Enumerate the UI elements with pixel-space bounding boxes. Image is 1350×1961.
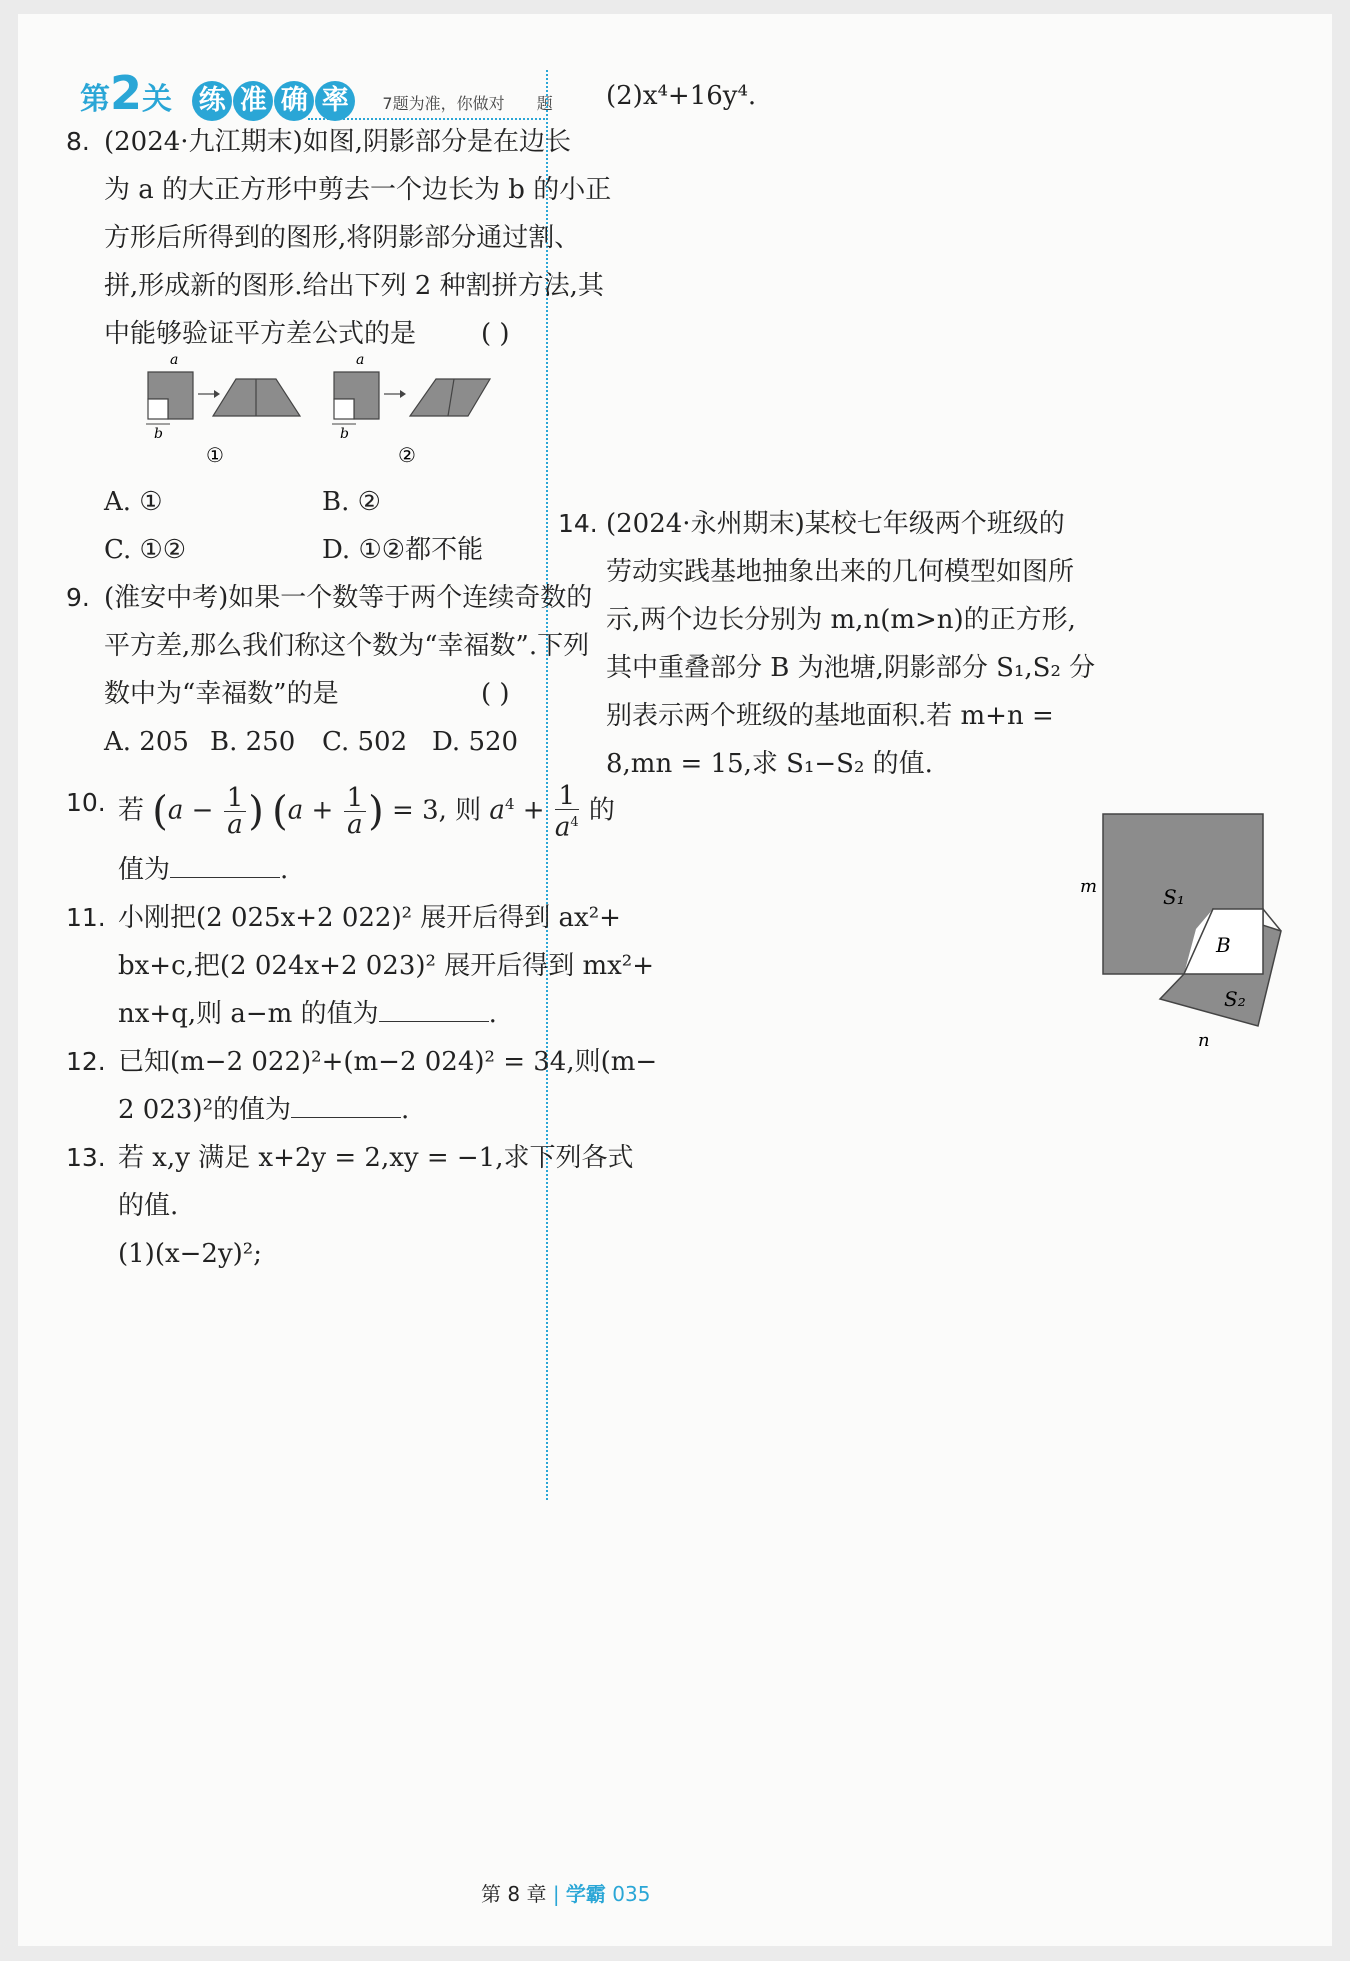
q11-line-1: 小刚把(2 025x+2 022)² 展开后得到 ax²+ — [118, 903, 621, 933]
q14-line-5: 别表示两个班级的基地面积.若 m+n = — [606, 701, 1054, 731]
q10-exp: 4 — [504, 795, 515, 813]
footer-chapter: 第 8 章 — [481, 1882, 547, 1906]
q9-option-a[interactable]: A. 205 — [104, 727, 189, 757]
q12-line-1: 已知(m−2 022)²+(m−2 024)² = 34,则(m− — [118, 1047, 658, 1077]
header-note: 7题为准，你做对 — [382, 94, 505, 113]
q10-paren-close-1: ) — [248, 788, 264, 835]
fig2-label-b: b — [340, 426, 349, 442]
q14-label-b: B — [1216, 933, 1231, 957]
q10-minus: − — [191, 795, 214, 826]
q10-number: 10. — [66, 788, 106, 817]
q9-option-d[interactable]: D. 520 — [432, 727, 519, 757]
q10-paren-open-2: ( — [272, 788, 288, 835]
q10-suffix: 的 — [588, 795, 615, 826]
q13-line-1: 若 x,y 满足 x+2y = 2,xy = −1,求下列各式 — [118, 1143, 634, 1173]
q11-line-2: bx+c,把(2 024x+2 023)² 展开后得到 mx²+ — [118, 951, 654, 981]
q14-line-3: 示,两个边长分别为 m,n(m>n)的正方形, — [606, 605, 1076, 635]
q11-answer-blank[interactable] — [379, 999, 489, 1022]
q8-option-b[interactable]: B. ② — [322, 487, 381, 517]
header-pill-1: 练 — [192, 81, 232, 121]
q8-line-1: (2024·九江期末)如图,阴影部分是在边长 — [104, 127, 571, 157]
q10-answer-blank[interactable] — [170, 855, 280, 878]
q12-line-2: 2 023)²的值为 . — [118, 1095, 410, 1125]
q10-line-2-text: 值为 — [118, 855, 171, 885]
q14-label-s1: S₁ — [1163, 885, 1185, 909]
q14-line-6: 8,mn = 15,求 S₁−S₂ 的值. — [606, 749, 933, 779]
q10-prefix: 若 — [118, 795, 145, 826]
fig1-caption: ① — [206, 443, 224, 467]
q14-label-n: n — [1198, 1030, 1210, 1051]
header-guan: 关 — [142, 82, 173, 117]
header-pill-3: 确 — [274, 81, 314, 121]
q14-number: 14. — [558, 509, 598, 538]
q14-line-2: 劳动实践基地抽象出来的几何模型如图所 — [606, 557, 1075, 587]
q10-frac-2: $\frac{1}{a}$ — [344, 785, 367, 838]
q10-paren-open-1: ( — [152, 788, 168, 835]
q14-line-1: (2024·永州期末)某校七年级两个班级的 — [606, 509, 1065, 539]
q8-line-5: 中能够验证平方差公式的是 — [104, 319, 417, 349]
q12-answer-blank[interactable] — [291, 1095, 401, 1118]
page — [18, 14, 1332, 1946]
q10-end: . — [280, 855, 289, 885]
q8-option-a[interactable]: A. ① — [104, 487, 163, 517]
q8-number: 8. — [66, 127, 90, 156]
fig1-label-b: b — [154, 426, 163, 442]
q8-line-2: 为 a 的大正方形中剪去一个边长为 b 的小正 — [104, 175, 612, 205]
q14-label-s2: S₂ — [1224, 987, 1246, 1011]
q9-line-3: 数中为“幸福数”的是 — [104, 679, 339, 709]
footer-brand: 学霸 — [565, 1882, 606, 1906]
q13-number: 13. — [66, 1143, 106, 1172]
q9-line-2: 平方差,那么我们称这个数为“幸福数”.下列 — [104, 631, 590, 661]
q9-option-c[interactable]: C. 502 — [322, 727, 408, 757]
q8-figures — [118, 354, 538, 469]
q12-number: 12. — [66, 1047, 106, 1076]
q10-a-2: a — [287, 795, 304, 826]
header-num: 2 — [110, 66, 143, 120]
fig2-cut-square — [334, 399, 354, 419]
q8-answer-paren[interactable]: ( ) — [481, 319, 510, 349]
q9-answer-paren[interactable]: ( ) — [481, 679, 510, 709]
fig2-arrow-head — [400, 390, 406, 398]
q10-eq: = 3, 则 — [392, 795, 482, 826]
q11-number: 11. — [66, 903, 106, 932]
header-di: 第 — [80, 82, 110, 117]
q9-option-b[interactable]: B. 250 — [210, 727, 296, 757]
fig1-label-a: a — [170, 354, 179, 368]
q14-line-4: 其中重叠部分 B 为池塘,阴影部分 S₁,S₂ 分 — [606, 653, 1096, 683]
fig2-parallelogram — [410, 379, 490, 416]
q10-a-1: a — [167, 795, 184, 826]
q10-frac-1: $\frac{1}{a}$ — [224, 785, 247, 838]
fig2-label-a: a — [356, 354, 365, 368]
q10-frac-3: $\frac{1}{a^4}$ — [554, 780, 579, 843]
q9-line-1: (淮安中考)如果一个数等于两个连续奇数的 — [104, 583, 593, 613]
q8-line-3: 方形后所得到的图形,将阴影部分通过割、 — [104, 223, 581, 253]
section-header — [80, 66, 553, 126]
header-note-end: 题 — [536, 94, 553, 113]
q10-plus-2: + — [522, 795, 545, 826]
q11-line-3: nx+q,则 a−m 的值为 . — [118, 999, 497, 1029]
fig2-caption: ② — [398, 443, 416, 467]
q8-option-c[interactable]: C. ①② — [104, 535, 187, 565]
q10-a4: a — [489, 795, 505, 826]
header-pill-4: 率 — [315, 81, 355, 121]
q9-number: 9. — [66, 583, 90, 612]
header-pill-2: 准 — [233, 81, 273, 121]
q10-line-2 — [118, 846, 288, 894]
fig1-cut-square — [148, 399, 168, 419]
q14-label-m: m — [1080, 876, 1098, 897]
footer-page-number: 035 — [612, 1882, 651, 1906]
footer-separator: | — [552, 1882, 560, 1906]
q10-plus: + — [311, 795, 334, 826]
q8-line-4: 拼,形成新的图形.给出下列 2 种割拼方法,其 — [104, 271, 604, 301]
q14-figure — [1048, 794, 1308, 1064]
fig1-arrow-head — [214, 390, 220, 398]
q13-line-2: 的值. — [118, 1191, 179, 1221]
q8-option-d[interactable]: D. ①②都不能 — [322, 535, 484, 565]
q13-sub-1: (1)(x−2y)²; — [118, 1239, 262, 1269]
page-footer — [481, 1878, 650, 1907]
q10-paren-close-2: ) — [368, 788, 384, 835]
q13-sub-2: (2)x⁴+16y⁴. — [606, 81, 757, 111]
